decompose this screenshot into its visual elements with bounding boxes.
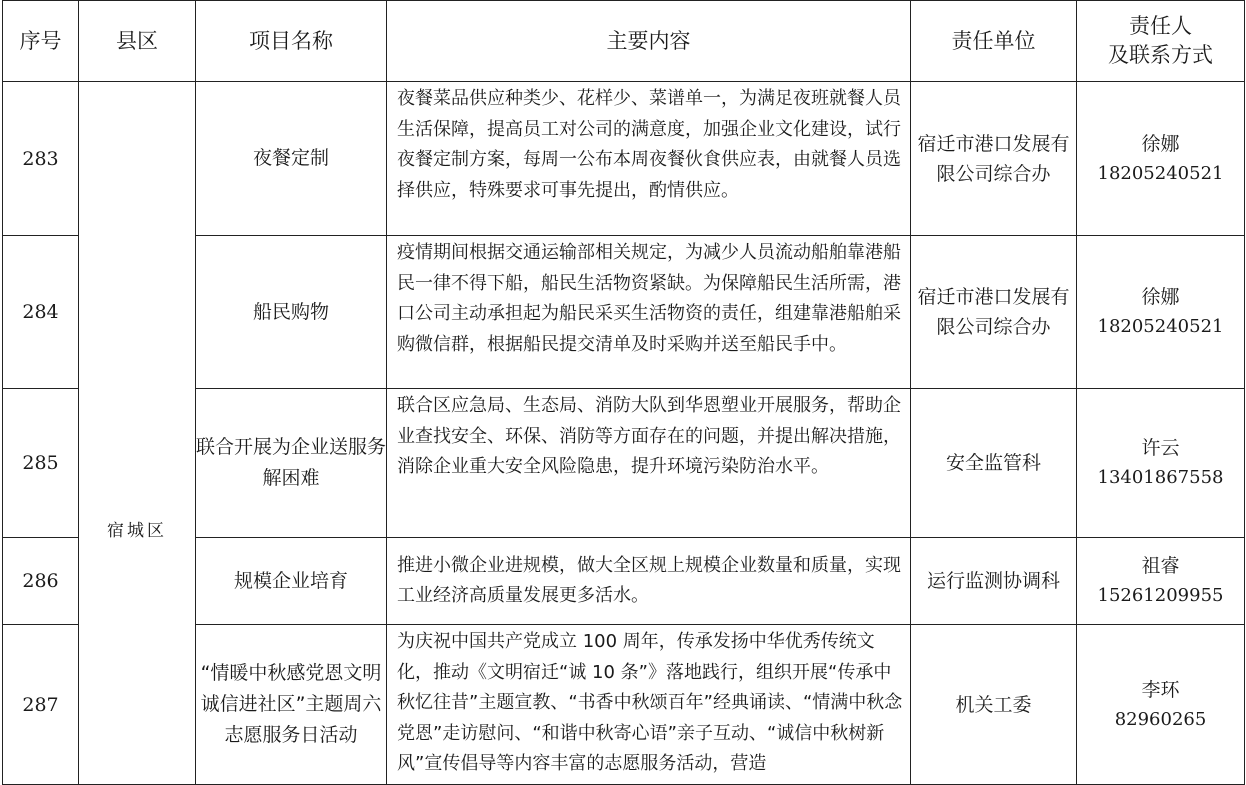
row-content-cell: [387, 625, 911, 785]
row-project: 船民购物: [196, 236, 387, 389]
row-content: 夜餐菜品供应种类少、花样少、菜谱单一，为满足夜班就餐人员生活保障，提高员工对公司的满意度，加强企业文化建设，试行夜餐定制方案，每周一公布本周夜餐伙食供应表，由就餐人员选择供应，特殊要求可事先提出，酌情供应。: [387, 82, 911, 236]
row-project: “情暖中秋感党恩文明诚信进社区”主题周六志愿服务日活动: [196, 625, 387, 785]
header-unit: 责任单位: [911, 1, 1077, 82]
table-header-row: [3, 1, 1245, 82]
person-name: 祖睿: [1141, 555, 1180, 577]
header-content: 主要内容: [387, 1, 911, 82]
row-person: [1077, 82, 1245, 236]
row-seq: 286: [3, 538, 79, 625]
person-phone: 18205240521: [1097, 316, 1224, 337]
row-content: 联合区应急局、生态局、消防大队到华恩塑业开展服务，帮助企业查找安全、环保、消防等方面存在的问题，并提出解决措施，消除企业重大安全风险隐患，提升环境污染防治水平。: [387, 389, 911, 538]
row-seq: 285: [3, 389, 79, 538]
row-project: 联合开展为企业送服务解困难: [196, 389, 387, 538]
row-unit: 宿迁市港口发展有限公司综合办: [911, 236, 1077, 389]
row-project: 夜餐定制: [196, 82, 387, 236]
header-seq: 序号: [3, 1, 79, 82]
row-unit: 宿迁市港口发展有限公司综合办: [911, 82, 1077, 236]
person-name: 李环: [1141, 678, 1180, 701]
row-person: [1077, 625, 1245, 785]
county-cell: 宿城区: [79, 82, 196, 785]
row-content: 疫情期间根据交通运输部相关规定，为减少人员流动船舶靠港船民一律不得下船，船民生活物资紧缺。为保障船民生活所需，港口公司主动承担起为船民采买生活物资的责任，组建靠港船舶采购微信群，根据船民提交清单及时采购并送至船民手中。: [387, 236, 911, 389]
row-content: 推进小微企业进规模，做大全区规上规模企业数量和质量，实现工业经济高质量发展更多活水。: [387, 538, 911, 625]
row-person: [1077, 236, 1245, 389]
header-person-line2: 及联系方式: [1108, 43, 1213, 67]
header-person-line1: 责任人: [1129, 14, 1192, 38]
row-seq: 287: [3, 625, 79, 785]
row-seq: 283: [3, 82, 79, 236]
row-person: [1077, 389, 1245, 538]
row-unit: 运行监测协调科: [911, 538, 1077, 625]
person-name: 徐娜: [1141, 286, 1180, 308]
header-person: [1077, 1, 1245, 82]
row-seq: 284: [3, 236, 79, 389]
person-phone: 18205240521: [1097, 162, 1224, 184]
row-unit: 安全监管科: [911, 389, 1077, 538]
header-county: 县区: [79, 1, 196, 82]
person-name: 许云: [1141, 437, 1180, 459]
person-phone: 82960265: [1114, 708, 1207, 730]
row-content: 为庆祝中国共产党成立 100 周年，传承发扬中华优秀传统文化，推动《文明宿迁“诚 10 条”》落地践行，组织开展“传承中秋忆往昔”主题宣教、“书香中秋颂百年”经典诵读、“情满中秋念党恩”走访慰问、“和谐中秋寄心语”亲子互动、“诚信中秋树新风”宣传倡导等内容丰富的志愿服务活动，营造: [397, 631, 903, 774]
person-phone: 15261209955: [1097, 585, 1224, 606]
row-project: 规模企业培育: [196, 538, 387, 625]
header-project: 项目名称: [196, 1, 387, 82]
project-table: [2, 0, 1245, 785]
table-row: [3, 82, 1245, 236]
person-phone: 13401867558: [1097, 467, 1224, 488]
person-name: 徐娜: [1141, 132, 1180, 155]
row-person: [1077, 538, 1245, 625]
row-unit: 机关工委: [911, 625, 1077, 785]
